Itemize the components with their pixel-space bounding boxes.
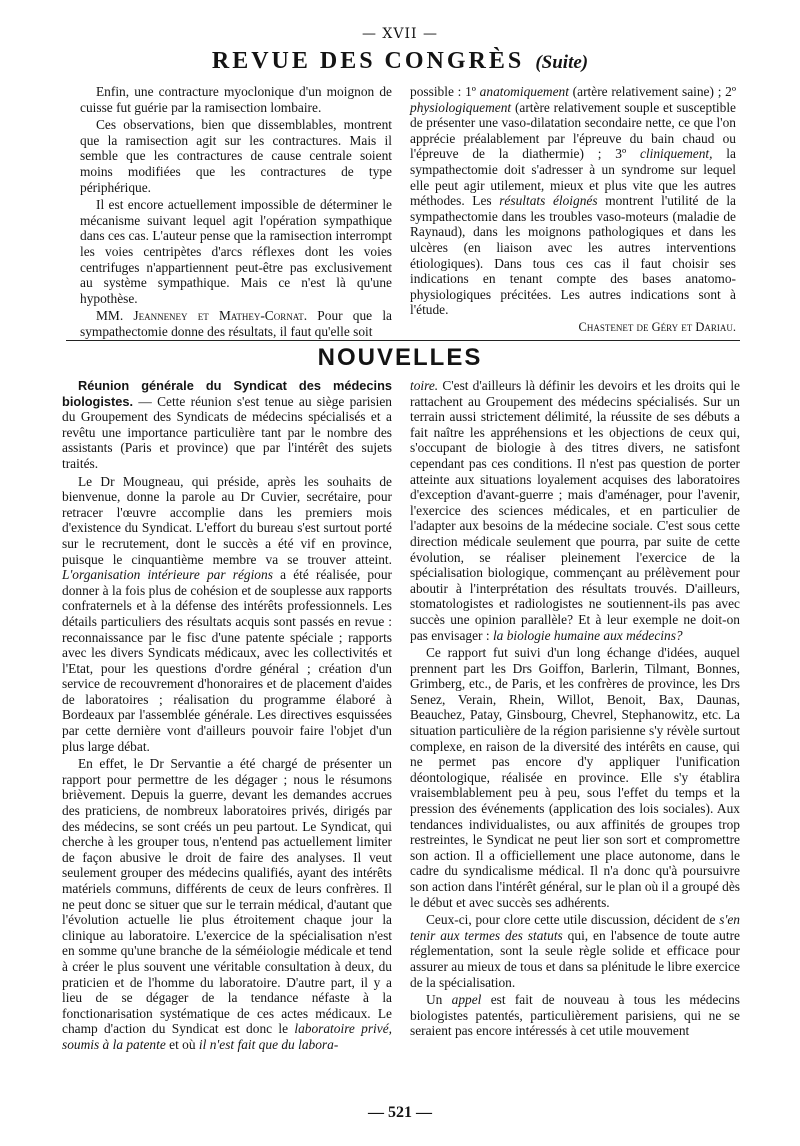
paragraph xyxy=(410,378,740,643)
italic-text: L'organisation intérieure par régions xyxy=(62,567,273,583)
paragraph xyxy=(410,912,740,990)
paragraph xyxy=(62,474,392,755)
text: Le Dr Mougneau, qui préside, après les souhaits de bienvenue, donne la parole au Dr Cuvier, secrétaire, pour retracer l'œuvre accomplie dans les premiers mois d'existence du Syndicat. L'effort du bureau s'est surtout porté sur le recrutement, dont le succès a été vif en province, puisque le cinquantième membre va se trouver atteint. xyxy=(62,473,392,567)
text: (artère relativement souple et susceptible de présenter une vaso-dilatation secondaire nette, ce que l'on apprécie préalablement par l'épreuve du bain chaud ou l'épreuve de la diathermie) ; 3º xyxy=(410,99,736,162)
revue-title-text: REVUE DES CONGRÈS xyxy=(211,48,525,74)
italic-text: cliniquement, xyxy=(639,146,713,162)
revue-right-column xyxy=(410,84,736,336)
revue-left-column xyxy=(80,84,392,342)
italic-text: il n'est fait que du labora- xyxy=(198,1036,339,1052)
paragraph xyxy=(80,308,392,339)
page-number: — 521 — xyxy=(368,1104,432,1121)
paragraph: Ces observations, bien que dissemblables, montrent que la ramisection agit sur les contractures. Mais il semble que les contractures de cause centrale soient moins modifiées que les contractures de type périphérique. xyxy=(80,117,392,195)
text: qui, en l'absence de toute autre réglementation, sont la seule règle solide et efficace pour assurer au mieux de tous et dans sa plénitude le libre exercice de la spécialisation. xyxy=(410,927,740,990)
paragraph-text: — Cette réunion s'est tenue au siège parisien du Groupement des Syndicats de médecins spécialisés et a revêtu une importance particulière tant par le nombre des assistants (Paris et province) que par l'intérêt des sujets traités. xyxy=(62,393,392,471)
paragraph xyxy=(410,992,740,1039)
revue-title-suffix: (Suite) xyxy=(535,52,589,73)
italic-text: résultats éloignés xyxy=(499,193,598,209)
italic-text: la biologie humaine aux médecins? xyxy=(492,627,683,643)
text: Un xyxy=(426,992,443,1008)
italic-text: appel xyxy=(451,992,482,1008)
italic-text: laboratoire privé, soumis à la patente xyxy=(62,1021,392,1052)
section-heading: Réunion générale du Syndicat des médecins biologistes. xyxy=(62,378,392,409)
text: Ceux-ci, pour clore cette utile discussion, décident de xyxy=(426,912,716,928)
nouvelles-right-column xyxy=(410,378,740,1041)
signature: Chastenet de Géry et Dariau. xyxy=(578,319,736,334)
section-divider xyxy=(66,340,740,341)
text: montrent l'utilité de la sympathectomie dans les troubles vaso-moteurs (maladie de Raynaud), dans les moignons pathologiques et dans les ulcères (en liaison avec les autres interventions étiologiques). Dans tous ces cas il faut choisir ses indications en tenant compte des bases anatomo-physiologiques précitées. Les autres indications sont à l'étude. xyxy=(410,193,736,318)
text: (artère relativement saine) ; 2º xyxy=(572,84,736,99)
text: la sympathectomie doit s'adresser à un syndrome sur lequel elle peut agir utilement, mieux et plus vite que les autres méthodes. Les xyxy=(410,146,736,209)
text: possible : 1º xyxy=(410,84,476,99)
nouvelles-title: NOUVELLES xyxy=(317,344,483,371)
text: En effet, le Dr Servantie a été chargé de présenter un rapport pour permettre de les dégager ; nous le résumons brièvement. Depuis la guerre, devant les demandes accrues des praticiens, de nombreux laboratoires privés, dirigés par des médecins, se sont créés un peu partout. Le Syndicat, qui cherche à les grouper tous, n'entend pas actuellement limiter de façon abusive le droit de faire des analyses. Il veut seulement grouper des médecins qualifiés, ayant des intérêts matériels communs, différents de ceux de leurs confrères. Il ne peut donc se situer que sur le terrain médical, d'autant que l'évolution actuelle lie plus étroitement chaque jour la clinique au laboratoire. L'exercice de la spécialisation n'est en somme qu'une branche de la séméiologie médicale et tend à créer le plus souvent une véritable consultation à deux, du praticien et de l'homme du laboratoire. D'autre part, il y a lieu de se dégager de la tendance néfaste à la fonctionarisation systématique de ces actes médicaux. Le champ d'action du Syndicat est donc le xyxy=(62,756,392,1037)
nouvelles-left-column xyxy=(62,378,392,1055)
paragraph: Enfin, une contracture myoclonique d'un moignon de cuisse fut guérie par la ramisection lombaire. xyxy=(80,84,392,115)
revue-title xyxy=(0,48,800,75)
text: a été réalisée, pour donner à la fois plus de cohésion et de souplesse aux rapports confraternels et à la défense des intérêts professionnels. Les détails particuliers des résultats acquis sont passés en revue : reconnaissance par le fisc d'une patente spéciale ; rapports avec les divers Syndicats médicaux, avec les collectivités et l'Etat, pour les questions d'ordre général ; création d'un service de recouvrement d'honoraires et de placement d'aides de laboratoires ; réalisation du programme élaboré à Bordeaux par l'assemblée générale. Les directives esquissées par cette dernière vont d'ailleurs pouvoir faire l'objet d'un plus large débat. xyxy=(62,567,392,754)
paragraph: Ce rapport fut suivi d'un long échange d'idées, auquel prennent part les Drs Goiffon, Barlerin, Tilmant, Bonnes, Grimberg, etc., de Paris, et les confrères de province, les Drs Senez, Verain, Rhein, Willot, Benoit, Bax, Daunas, Beauchez, Patay, Ginsbourg, Chevrel, Stephanowitz, etc. La situation particulière de la région parisienne s'y révèle surtout complexe, en raison de la diversité des intérêts en cause, qui ne permet pas encore d'y appliquer l'unification déontologique, réalisée en province. Elle s'y établira vraisemblablement peu à peu, sous l'effet du temps et la pression des événements (application des lois sociales). Aux tendances individualistes, ou aux affinités de groupes trop restreintes, le Syndicat ne peut lier son sort et compromettre son action. Il a officiellement une place autonome, dans le cadre du syndicalisme médical. Il n'a donc qu'à poursuivre son action dans l'intérêt général, sur le plan où il a groupé dès le début et avec succès ses adhérents. xyxy=(410,645,741,910)
italic-text: anatomiquement xyxy=(479,84,569,99)
paragraph xyxy=(410,84,736,318)
text: C'est d'ailleurs là définir les devoirs et les droits qui le rattachent au Groupement des médecins spécialisés. Sur un terrain aussi strictement délimité, la réussite de ses débuts a fait naître les appréhensions et les objections de ceux qui, s'occupant de biologie à des titres divers, ne satisfont cependant pas ces conditions. Il n'est pas question de porter atteinte aux situations loyalement acquises des laboratoires d'exception d'avant-guerre ; mais d'aménager, pour l'avenir, l'exercice des sciences médicales, et en particulier de l'adapter aux besoins de la médecine sociale. C'est sous cette direction médicale seulement que pourra, par suite de cette évolution, se réaliser pleinement l'exercice de la spécialisation biologique, commençant au prélèvement pour aboutir à l'interprétation des résultats trouvés. D'ailleurs, stomatologistes et radiologistes ne soutiennent-ils pas avec succès une opinion parallèle? Et à leur exemple ne doit-on pas envisager : xyxy=(410,378,740,643)
italic-text: toire. xyxy=(410,378,439,393)
paragraph xyxy=(62,756,392,1052)
paragraph-text: Pour que la sympathectomie donne des résultats, il faut qu'elle soit xyxy=(80,308,392,339)
text: et où xyxy=(169,1036,196,1052)
paragraph xyxy=(62,378,392,472)
roman-page-number: — XVII — xyxy=(361,26,439,42)
authors: MM. Jeanneney et Mathey-Cornat. xyxy=(96,308,308,324)
italic-text: s'en tenir aux termes des statuts xyxy=(410,912,740,943)
italic-text: physiologiquement xyxy=(410,99,512,115)
text: est fait de nouveau à tous les médecins biologistes patentés, particulièrement parisiens, qui ne se seraient pas encore intéressés à cet utile mouvement xyxy=(410,992,740,1039)
paragraph: Il est encore actuellement impossible de déterminer le mécanisme suivant lequel agit l'opération sympathique dans ces cas. L'auteur pense que la ramisection interrompt les voies centripètes d'arcs réflexes dont les voies centrifuges n'appartiennent peut-être pas exclusivement au système sympathique. Mais ce n'est là qu'une hypothèse. xyxy=(80,197,392,306)
